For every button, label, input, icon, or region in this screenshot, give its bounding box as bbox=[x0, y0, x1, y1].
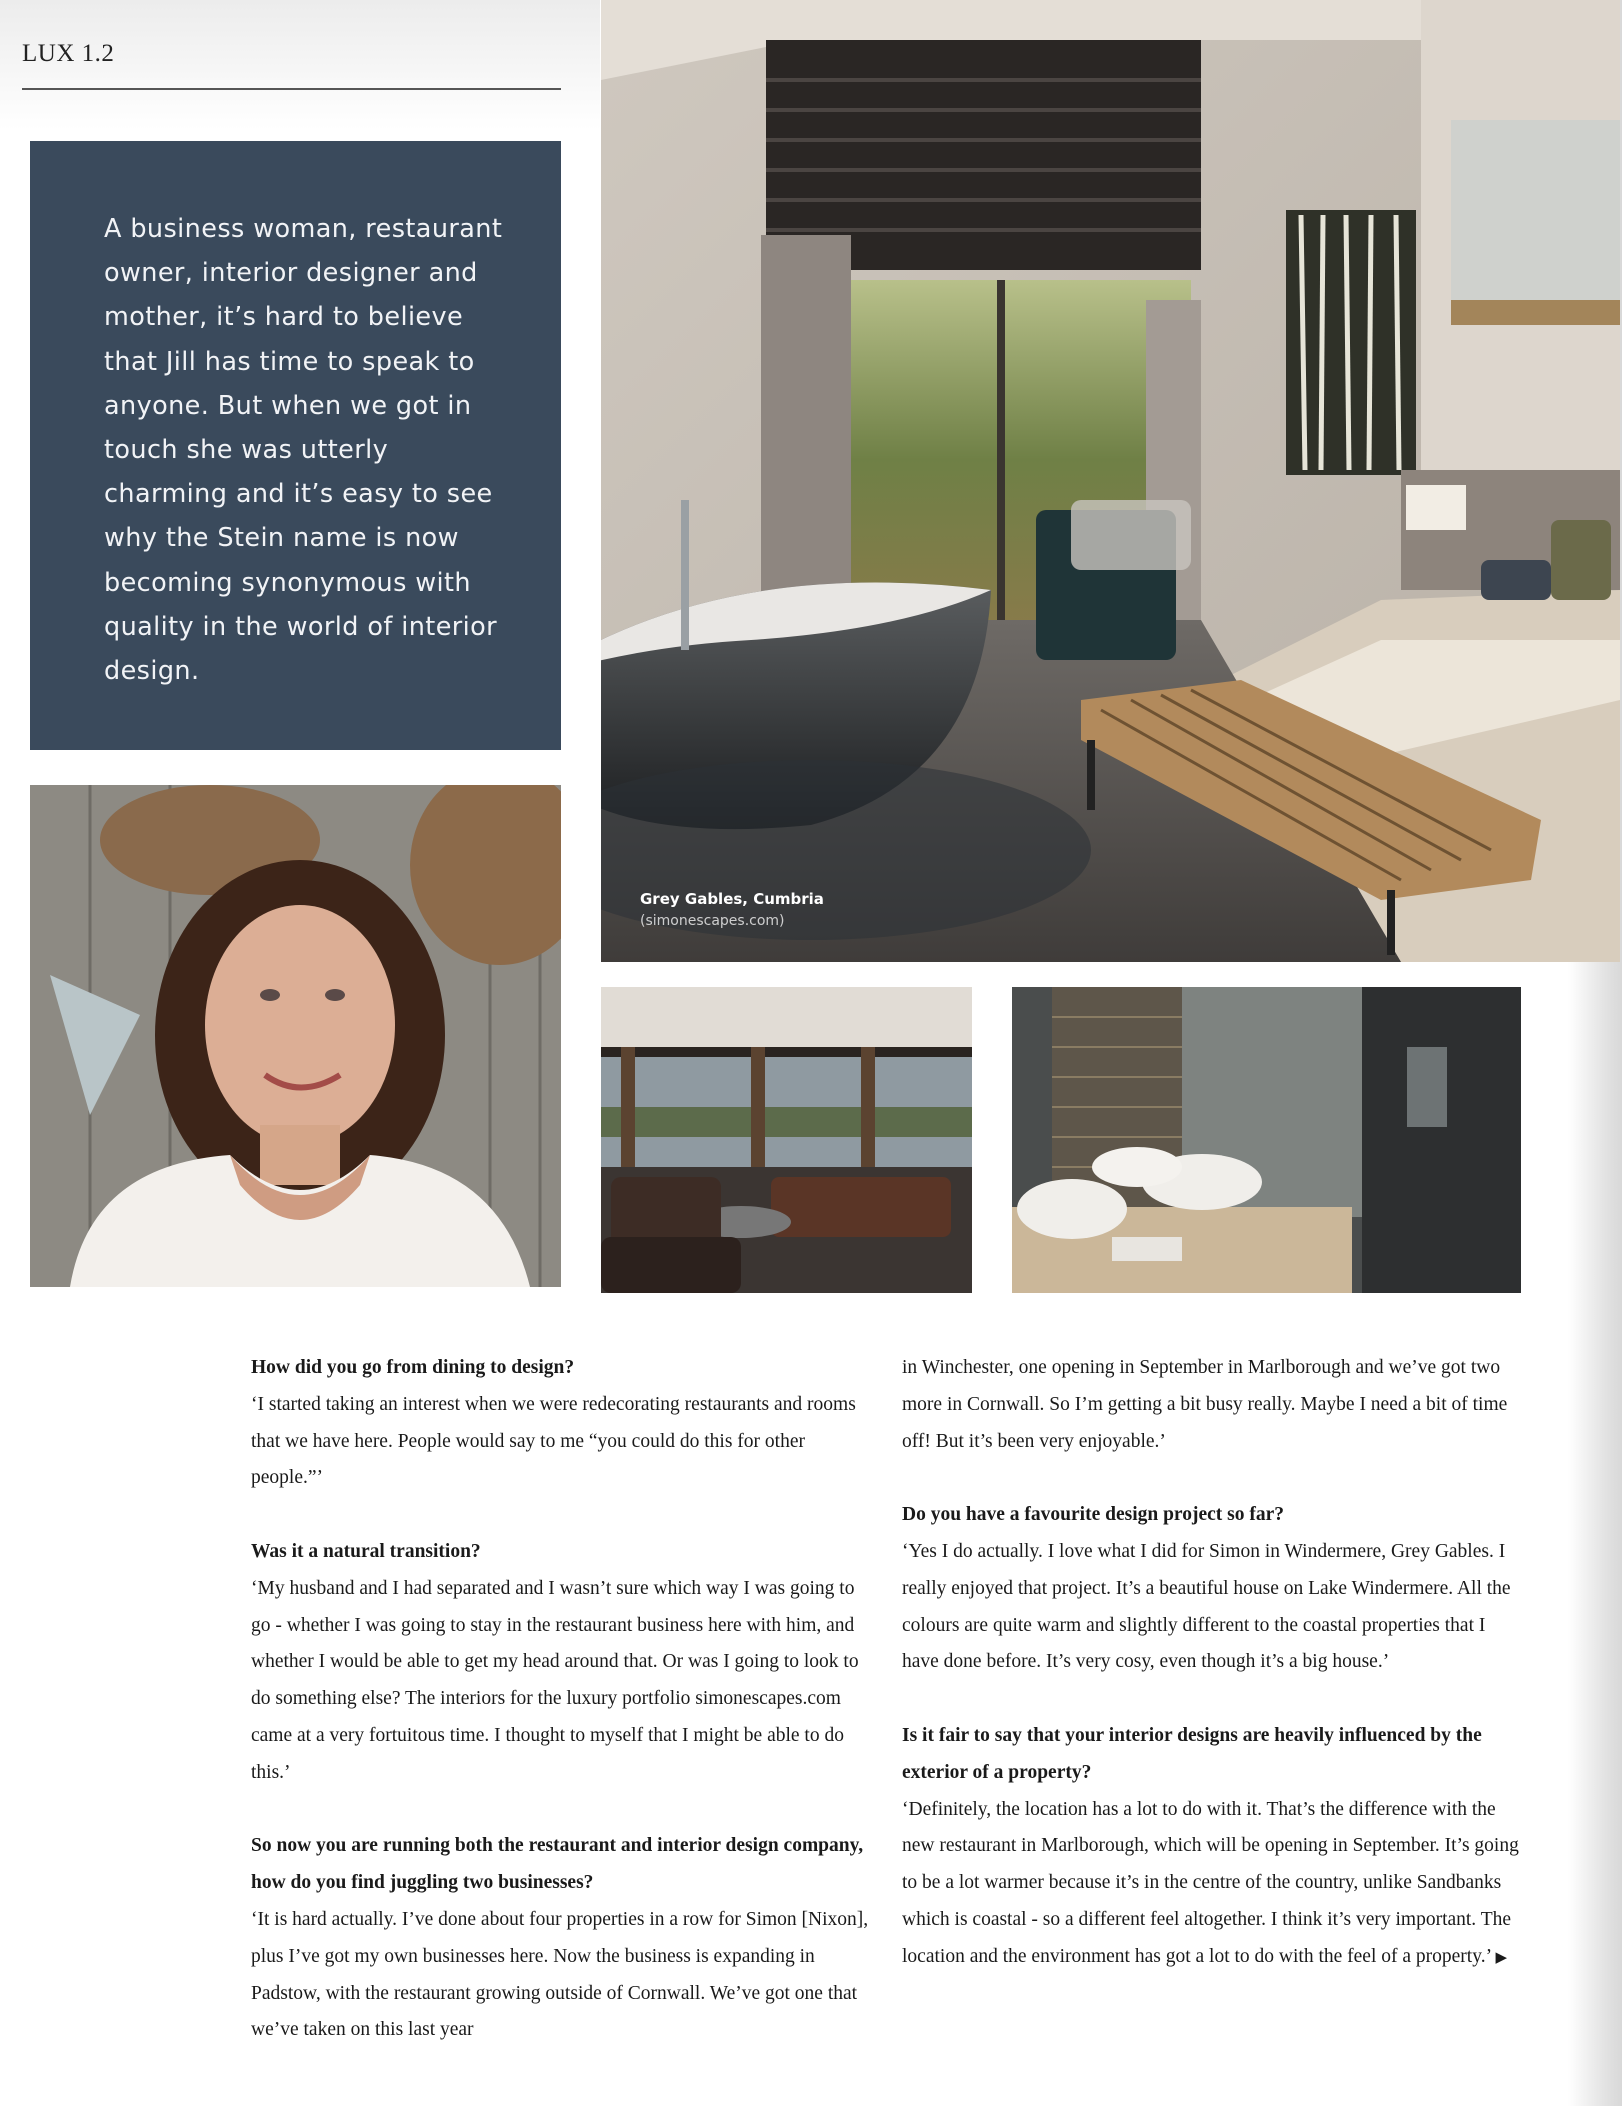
answer-5 bbox=[902, 1792, 1522, 1977]
portrait-photo bbox=[30, 785, 561, 1287]
answer-5-text: ‘Definitely, the location has a lot to do with it. That’s the difference with the new restaurant in Marlborough, which will be opening in September. It’s going to be a lot warmer because it’s in the centre of the country, unlike Sandbanks which is coastal - so a different feel altogether. I think it’s very important. The location and the environment has got a lot to do with the feel of a property.’ bbox=[902, 1798, 1519, 1967]
main-bedroom-photo bbox=[601, 0, 1620, 962]
folio: LUX 1.2 bbox=[22, 40, 115, 67]
caption-credit: (simonescapes.com) bbox=[640, 913, 785, 929]
folio-rule bbox=[22, 88, 561, 90]
main-photo-caption bbox=[640, 888, 824, 932]
pullquote-box bbox=[30, 141, 561, 750]
bathroom-photo bbox=[1012, 987, 1521, 1293]
answer-3-continued: in Winchester, one opening in September in Marlborough and we’ve got two more in Cornwall. So I’m getting a bit busy really. Maybe I need a bit of time off! But it’s been very enjoyable.’ bbox=[902, 1357, 1508, 1452]
article-column-right bbox=[902, 1350, 1522, 1977]
answer-3: ‘It is hard actually. I’ve done about four properties in a row for Simon [Nixon], plus I’ve got my own businesses here. Now the business is expanding in Padstow, with the restaurant growing outside of Cornwall. We’ve got one that we’ve taken on this last year bbox=[251, 1908, 869, 2041]
question-5: Is it fair to say that your interior designs are heavily influenced by the exterior of a property? bbox=[902, 1724, 1482, 1783]
caption-place: Grey Gables, Cumbria bbox=[640, 890, 824, 908]
answer-1: ‘I started taking an interest when we were redecorating restaurants and rooms that we have here. People would say to me “you could do this for other people.”’ bbox=[251, 1393, 856, 1489]
article-column-left bbox=[251, 1350, 869, 2049]
continue-arrow-icon: ▶ bbox=[1495, 1949, 1508, 1966]
living-room-photo bbox=[601, 987, 972, 1293]
question-2: Was it a natural transition? bbox=[251, 1540, 481, 1562]
pullquote-text: A business woman, restaurant owner, interior designer and mother, it’s hard to believe that Jill has time to speak to anyone. But when we got in touch she was utterly charming and it’s easy to see why the Stein name is now becoming synonymous with quality in the world of interior design. bbox=[104, 214, 503, 687]
answer-4: ‘Yes I do actually. I love what I did for Simon in Windermere, Grey Gables. I really enjoyed that project. It’s a beautiful house on Lake Windermere. All the colours are quite warm and slightly different to the coastal properties that I have done before. It’s very cosy, even though it’s a big house.’ bbox=[902, 1540, 1511, 1673]
question-3: So now you are running both the restaurant and interior design company, how do you find juggling two businesses? bbox=[251, 1835, 864, 1894]
question-4: Do you have a favourite design project so far? bbox=[902, 1504, 1285, 1526]
answer-2: ‘My husband and I had separated and I wasn’t sure which way I was going to go - whether I was going to stay in the restaurant business here with him, and whether I would be able to get my head around that. Or was I going to look to do something else? The interiors for the luxury portfolio simonescapes.com came at a very fortuitous time. I thought to myself that I might be able to do this.’ bbox=[251, 1577, 859, 1783]
question-1: How did you go from dining to design? bbox=[251, 1357, 575, 1378]
